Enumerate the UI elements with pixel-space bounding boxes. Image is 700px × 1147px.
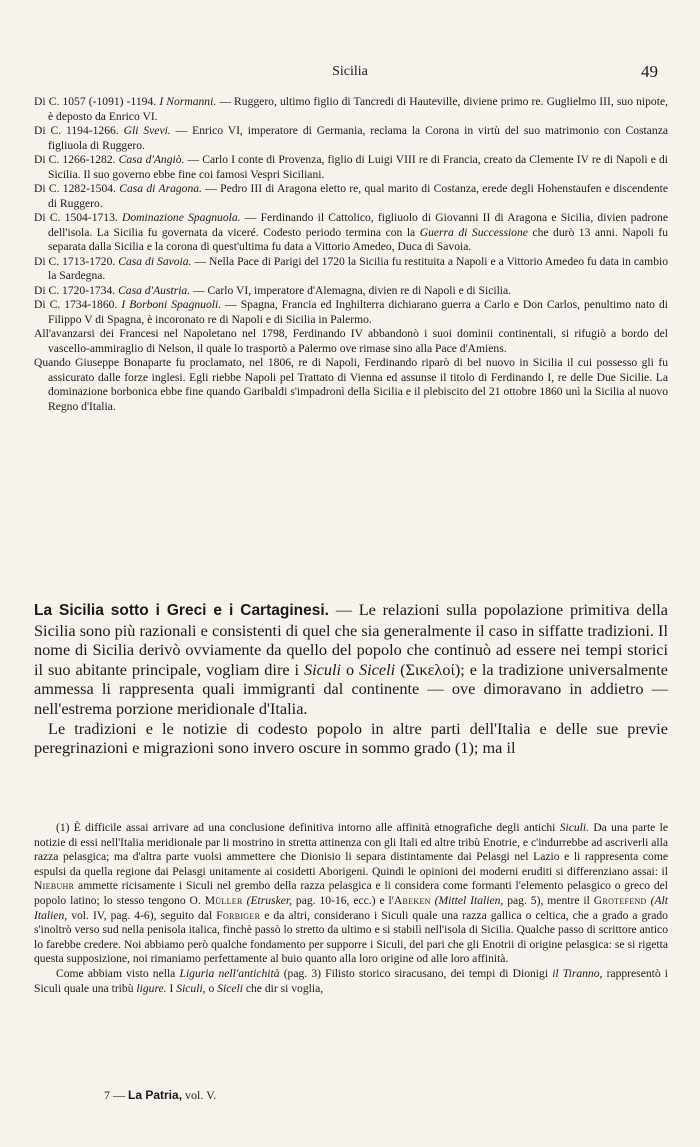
chronology-note: Quando Giuseppe Bonaparte fu proclamato, nel 1806, re di Napoli, Ferdinando riparò di bel nuovo in Sicilia il cui possesso gli fu assicurato dalle forze inglesi. Egli riebbe Napoli pel Trattato di Vienna ed assunse il titolo di Ferdinando I, re delle Due Sicilie. La dominazione borbonica ebbe fine quando Garibaldi s'impadronì della Sicilia e il plebiscito del 21 ottobre 1860 unì la Sicilia al nuovo Regno d'Italia. (34, 356, 668, 413)
author-name: Müller (204, 893, 243, 907)
chronology-entry: Di C. 1504-1713. Dominazione Spagnuola. — Ferdinando il Cattolico, figliuolo di Giovanni II di Aragona e Sicilia, divien padrone dell'isola. La Sicilia fu governata da viceré. Codesto periodo termina con la Guerra di Successione che durò 13 anni. Napoli fu separata dalla Sicilia e la corona di quest'ultima fu data a Vittorio Amedeo, Duca di Savoia. (34, 211, 668, 253)
chronology-entry: Di C. 1720-1734. Casa d'Austria. — Carlo VI, imperatore d'Alemagna, divien re di Napoli e di Sicilia. (34, 283, 512, 297)
greek-term: (Σικελοί) (400, 659, 461, 679)
footnote-paragraph: (1) È difficile assai arrivare ad una conclusione definitiva intorno alle affinità etnografiche degli antichi Siculi. Da una parte le notizie di essi nell'Italia meridionale par li mostrino in stretta attinenza con gli Itali ed altre tribù Enotrie, e c'indurrebbe ad ascriverli alla razza pelasgica; ma d'altra parte vuolsi ammettere che Dionisio li separa distintamente dai Pelasgi nel Lazio e li rappresenta come espulsi da quella regione dai Pelasgi unitamente ai cosidetti Aborigeni. Quindi le opinioni dei moderni eruditi si differenziano assai: il Niebuhr ammette ricisamente i Siculi nel grembo della razza pelasgica e li considera come formanti l'elemento pelasgico o greco del popolo latino; lo stesso tengono O. Müller (Etrusker, pag. 10-16, ecc.) e l'Abeken (Mittel Italien, pag. 5), mentre il Grotefend (Alt Italien, vol. IV, pag. 4-6), seguito dal Forbiger e da altri, considerano i Siculi quale una razza gallica o celtica, che a grado a grado s'inoltrò verso sud nella penisola italica, finchè passò lo stretto da ultimo e si stabilì nell'isola di Sicilia. Qualche passo di scrittore antico lo farebbe credere. Noi abbiamo però qualche fondamento per supporre i Siculi, del pari che gli Enotrii di origine pelasgica: se si rigetta questa supposizione, noi rimaniamo perfettamente al buio quanto alla loro origine od alle loro affinità. (34, 821, 668, 966)
section-paragraph: Le tradizioni e le notizie di codesto popolo in altre parti dell'Italia e delle sue previe peregrinazioni e migrazioni sono invero oscure in sommo grado (1); ma il (34, 718, 668, 758)
chronology-entry: Di C. 1713-1720. Casa di Savoia. — Nella Pace di Parigi del 1720 la Sicilia fu restituita a Napoli e a Vittorio Amedeo fu data in cambio la Sardegna. (34, 254, 669, 282)
author-name: Forbiger (216, 908, 261, 922)
footnote-paragraph: Come abbiam visto nella Liguria nell'antichità (pag. 3) Filisto storico siracusano, dei tempi di Dionigi il Tiranno, rappresentò i Siculi quale una tribù ligure. I Siculi, o Siceli che dir si voglia, (34, 966, 669, 995)
chronology-entry: Di C. 1194-1266. Gli Svevi. — Enrico VI, imperatore di Germania, reclama la Corona in virtù del suo matrimonio con Costanza figliuola di Ruggero. (34, 124, 669, 152)
author-name: Abeken (393, 893, 431, 907)
signature-mark: 7 — La Patria, vol. V. (104, 1088, 217, 1102)
author-name: Niebuhr (34, 879, 75, 893)
chronology-list (34, 95, 668, 414)
page-header (0, 64, 700, 88)
main-section (34, 600, 668, 758)
chronology-entry: Di C. 1734-1860. I Borboni Spagnuoli. — Spagna, Francia ed Inghilterra dichiarano guerra a Carlo e Don Carlos, penultimo nato di Filippo V di Spagna, è incoronato re di Napoli e di Sicilia in Palermo. (34, 298, 668, 326)
chronology-entry: Di C. 1266-1282. Casa d'Angiò. — Carlo I conte di Provenza, figlio di Luigi VIII re di Francia, creato da Clemente IV re di Napoli e di Sicilia. Il suo governo ebbe fine coi famosi Vespri Siciliani. (34, 153, 668, 181)
running-title: Sicilia (332, 64, 368, 79)
author-name: Grotefend (593, 893, 647, 907)
section-paragraph: La Sicilia sotto i Greci e i Cartaginesi. — Le relazioni sulla popolazione primitiva della Sicilia sono più razionali e consistenti di quel che sia generalmente il caso in siffatte tradizioni. Il nome di Sicilia derivò ovviamente da quello del popolo che continuò ad essere nei tempi storici il suo abitante principale, vogliam dire i Siculi o Siceli (Σικελοί); e la tradizione universalmente ammessa li rappresenta quali immigranti dal continente — ove dimoravano in addietro — nell'estrema porzione meridionale d'Italia. (34, 600, 669, 718)
page-number: 49 (641, 62, 658, 81)
section-heading: La Sicilia sotto i Greci e i Cartaginesi. (34, 602, 329, 619)
footnotes (34, 821, 668, 996)
chronology-entry: Di C. 1282-1504. Casa di Aragona. — Pedro III di Aragona eletto re, qual marito di Costanza, erede degli Hohenstaufen e discendente di Ruggero. (34, 182, 669, 210)
chronology-note: All'avanzarsi dei Francesi nel Napoletano nel 1798, Ferdinando IV abbandonò i suoi dominii continentali, si rifugiò a bordo del vascello-ammiraglio di Nelson, il quale lo trasportò a Palermo ove rimase sino alla Pace d'Amiens. (34, 327, 668, 355)
chronology-entry: Di C. 1057 (-1091) -1194. I Normanni. — Ruggero, ultimo figlio di Tancredi di Hauteville, diviene primo re. Guglielmo III, suo nipote, è deposto da Enrico VI. (34, 95, 668, 123)
